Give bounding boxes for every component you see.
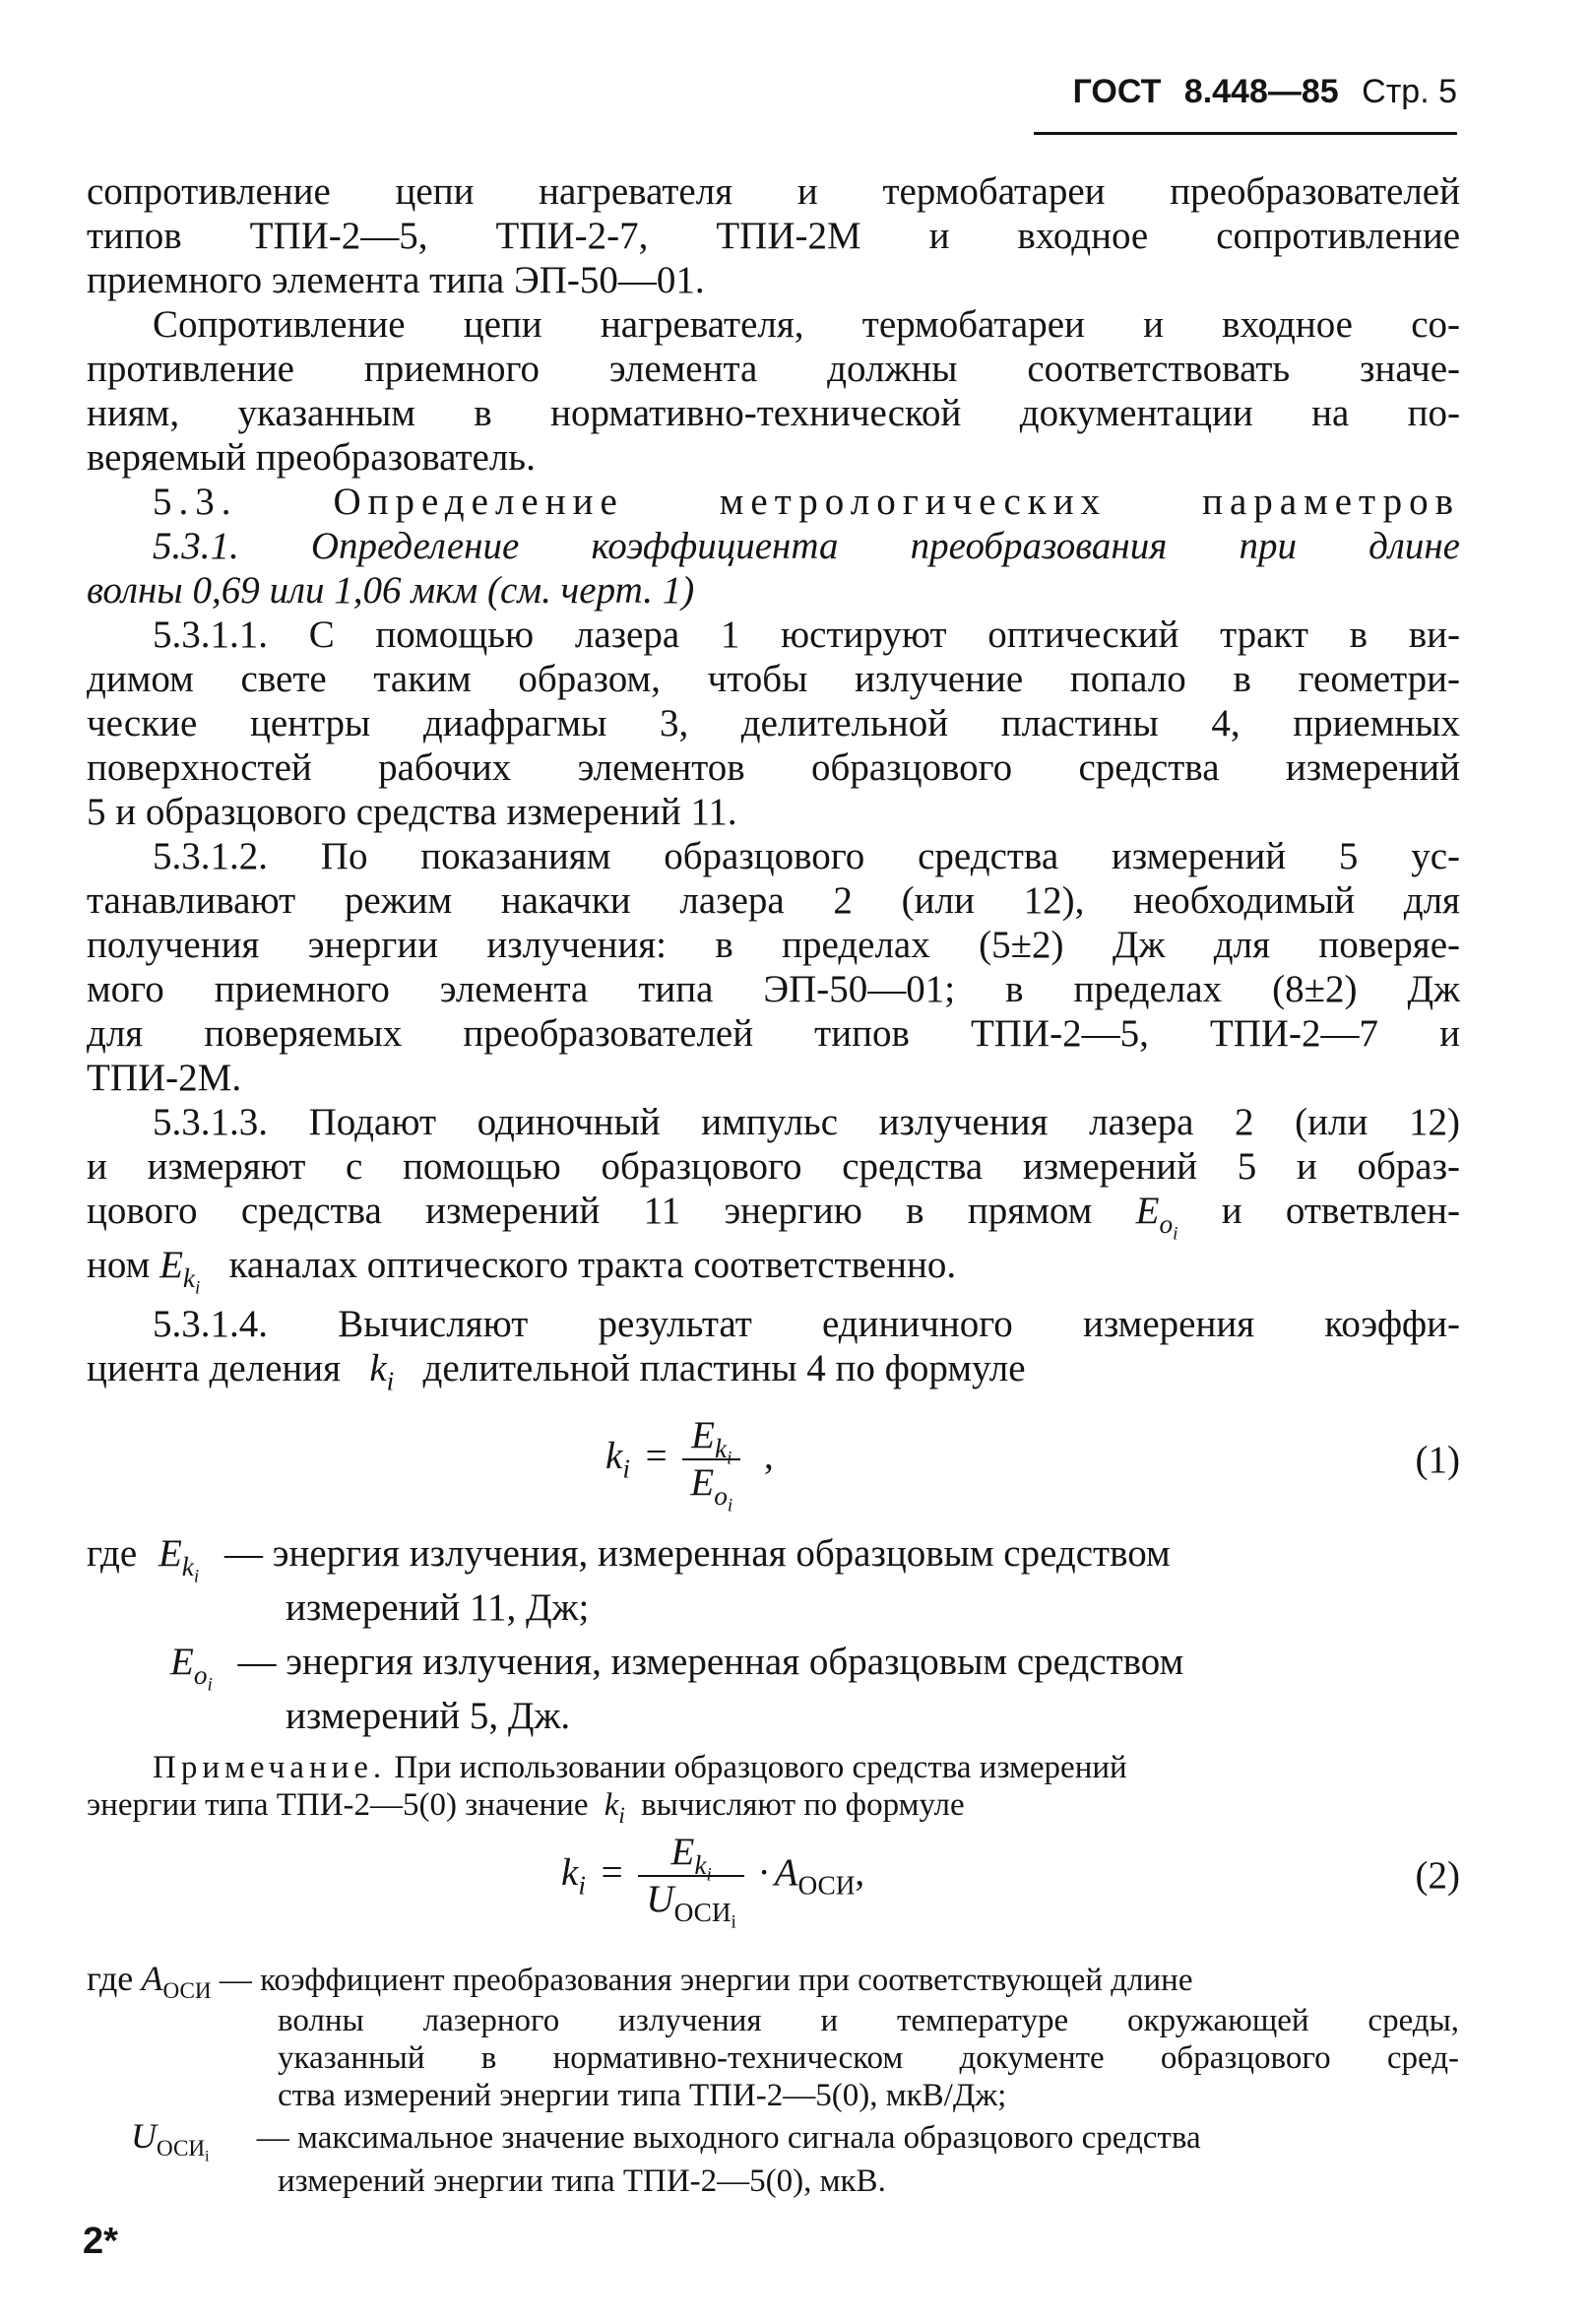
symbol-letter: E	[159, 1244, 183, 1286]
text-line: для поверяемых преобразователей типов ТПИ-2—5, ТПИ-2—7 и	[87, 1012, 1460, 1055]
symbol-subscript: o	[193, 1659, 208, 1690]
formula-lhs	[561, 1851, 586, 1901]
fraction-denominator	[638, 1877, 743, 1933]
symbol-letter: A	[774, 1851, 798, 1895]
symbol-subscript: ОСИ	[162, 1977, 212, 2004]
symbol-subscript-i: i	[195, 1277, 201, 1299]
symbol-subscript-i: i	[205, 2148, 210, 2165]
text-line	[87, 1346, 1460, 1396]
text-line: получения энергии излучения: в пределах (5±2) Дж для поверяе-	[87, 924, 1460, 966]
text-line: 5.3.1.2. По показаниям образцового средства измерений 5 ус-	[153, 835, 1460, 877]
note-label: Примечание.	[153, 1750, 387, 1785]
text-line	[87, 1189, 1461, 1245]
text-line: противление приемного элемента должны соответствовать значе-	[87, 348, 1460, 390]
equation-number: (2)	[1415, 1854, 1460, 1897]
symbol-letter: U	[646, 1878, 674, 1921]
text-line: и измеряют с помощью образцового средства измерений 5 и образ-	[87, 1145, 1460, 1188]
text-line: 5.3.1.4. Вычисляют результат единичного измерения коэффи-	[153, 1303, 1460, 1345]
definition-line: измерений 5, Дж.	[286, 1695, 571, 1737]
page-header	[1034, 73, 1457, 135]
symbol-subscript: k	[694, 1849, 707, 1880]
text-line: 5.3.1.3. Подают одиночный импульс излучения лазера 2 (или 12)	[153, 1101, 1460, 1143]
symbol-letter: k	[605, 1435, 623, 1478]
where-label: где	[87, 1959, 134, 1998]
symbol-e-k	[159, 1244, 201, 1299]
symbol-subscript-i: i	[207, 1674, 213, 1696]
fraction-denominator	[682, 1460, 740, 1517]
symbol-letter: E	[170, 1641, 194, 1683]
symbol-subscript-i: i	[706, 1864, 712, 1886]
symbol-e-o	[170, 1641, 213, 1696]
text-line: 5.3.1.1. С помощью лазера 1 юстируют оптический тракт в ви-	[153, 613, 1460, 656]
text-line: сопротивление цепи нагревателя и термобатареи преобразователей	[87, 170, 1460, 213]
symbol-subscript-i: i	[727, 1448, 732, 1469]
text-fragment: ном	[87, 1244, 151, 1286]
definition-text: — энергия излучения, измеренная образцовым средством	[237, 1641, 1184, 1683]
symbol-subscript: ОСИ	[797, 1870, 856, 1901]
symbol-subscript: ОСИ	[157, 2135, 206, 2162]
symbol-subscript: k	[715, 1433, 728, 1463]
subsection-heading	[87, 568, 1460, 613]
symbol-k-i	[604, 1787, 625, 1829]
definition-line	[87, 1959, 1193, 2004]
definition-line: измерений 11, Дж;	[286, 1586, 590, 1629]
subsection-heading	[153, 524, 1460, 568]
formula-1: $k_i$ = $\frac{E_{k_i}}{E_{o_i}}$ ,	[605, 1414, 774, 1517]
symbol-subscript: ОСИ	[673, 1897, 732, 1927]
symbol-subscript: k	[181, 1551, 194, 1582]
definition-line	[87, 1531, 1171, 1587]
note-text: вычисляют по формуле	[641, 1787, 965, 1823]
standard-number: 8.448—85	[1183, 73, 1339, 110]
formula-lhs	[605, 1435, 630, 1484]
symbol-subscript-i: i	[727, 1495, 733, 1517]
text-line: типов ТПИ-2—5, ТПИ-2-7, ТПИ-2М и входное сопротивление	[87, 215, 1460, 257]
symbol-subscript: i	[622, 1453, 630, 1484]
symbol-subscript: o	[714, 1480, 728, 1511]
symbol-letter: k	[561, 1851, 579, 1895]
section-heading: 5.3. Определение метрологических параметров	[153, 481, 1460, 523]
text-line: мого приемного элемента типа ЭП-50—01; в пределах (8±2) Дж	[87, 968, 1460, 1010]
fraction	[638, 1830, 743, 1933]
text-line: приемного элемента типа ЭП-50—01.	[87, 259, 705, 301]
symbol-letter: E	[158, 1532, 182, 1575]
formula-2: $k_i$ = $\frac{E_{k_i}}{U_{ОСИ_i}}$ · $A_{ОСИ}$,	[561, 1831, 865, 1933]
text-line: ТПИ-2М.	[87, 1057, 242, 1099]
symbol-e-k	[158, 1532, 200, 1587]
equation-number: (1)	[1415, 1439, 1460, 1481]
note-line	[153, 1749, 1127, 1786]
text-line: ческие центры диафрагмы 3, делительной пластины 4, приемных	[87, 702, 1460, 744]
symbol-subscript: o	[1159, 1208, 1174, 1239]
symbol-subscript: k	[182, 1262, 196, 1293]
symbol-e-o	[1135, 1190, 1178, 1245]
symbol-subscript-i: i	[731, 1911, 736, 1933]
text-line: ниям, указанным в нормативно-технической документации на по-	[87, 392, 1460, 434]
standard-label: ГОСТ	[1072, 73, 1162, 110]
symbol-subscript: i	[578, 1870, 586, 1901]
symbol-letter: E	[690, 1461, 715, 1505]
text-line: димом свете таким образом, чтобы излучение попало в геометри-	[87, 658, 1460, 700]
symbol-letter: E	[670, 1831, 695, 1873]
symbol-letter: k	[369, 1347, 387, 1389]
definition-line	[131, 2116, 1201, 2165]
text-fragment: и ответвлен-	[1221, 1190, 1461, 1232]
definition-line: указанный в нормативно-техническом документе образцового сред-	[278, 2040, 1459, 2076]
where-label: где	[87, 1532, 138, 1575]
text-fragment: каналах оптического тракта соответственно.	[228, 1244, 957, 1286]
definition-text: — коэффициент преобразования энергии при соответствующей длине	[219, 1963, 1193, 1998]
note-text: энергии типа ТПИ-2—5(0) значение	[87, 1787, 589, 1823]
symbol-letter: E	[691, 1414, 715, 1456]
text-line	[87, 1243, 1460, 1299]
page-number: Стр. 5	[1362, 73, 1457, 110]
note-text: При использовании образцового средства измерений	[394, 1750, 1127, 1785]
text-fragment: циента деления	[87, 1347, 342, 1389]
subsection-heading-text: 5.3.1. Определение коэффициента преобразования при длине	[153, 525, 1460, 567]
symbol-subscript-i: i	[193, 1566, 200, 1587]
fraction-numerator	[682, 1413, 740, 1469]
symbol-letter: k	[604, 1787, 619, 1823]
symbol-letter: A	[141, 1959, 163, 1998]
text-line: веряемый преобразователь.	[87, 436, 536, 479]
definition-line: ства измерений энергии типа ТПИ-2—5(0), мкВ/Дж;	[278, 2078, 1007, 2113]
fraction-numerator	[638, 1830, 743, 1886]
text-fragment: цового средства измерений 11 энергию в прямом	[87, 1190, 1093, 1232]
symbol-letter: E	[1135, 1190, 1160, 1232]
text-line: танавливают режим накачки лазера 2 (или 12), необходимый для	[87, 879, 1460, 922]
fraction	[682, 1413, 740, 1517]
text-fragment: делительной пластины 4 по формуле	[422, 1347, 1026, 1389]
symbol-subscript-i: i	[1173, 1223, 1178, 1245]
symbol-subscript: i	[386, 1366, 395, 1396]
signature-mark: 2*	[83, 2221, 118, 2262]
definition-text: — максимальное значение выходного сигнала образцового средства	[256, 2120, 1201, 2156]
definition-line: волны лазерного излучения и температуре окружающей среды,	[278, 2003, 1459, 2038]
symbol-subscript: i	[618, 1802, 625, 1829]
definition-text: — энергия излучения, измеренная образцовым средством	[223, 1532, 1171, 1575]
symbol-letter: U	[131, 2116, 157, 2156]
definition-line	[170, 1640, 1184, 1696]
text-line: 5 и образцового средства измерений 11.	[87, 791, 737, 833]
symbol-k-i	[369, 1347, 395, 1396]
text-line: поверхностей рабочих элементов образцового средства измерений	[87, 746, 1460, 789]
definition-line: измерений энергии типа ТПИ-2—5(0), мкВ.	[278, 2163, 886, 2199]
subsection-heading-text: волны 0,69 или 1,06 мкм (см. черт. 1)	[87, 569, 695, 612]
note-line	[87, 1786, 965, 1829]
text-line: Сопротивление цепи нагревателя, термобатареи и входное со-	[153, 303, 1460, 346]
